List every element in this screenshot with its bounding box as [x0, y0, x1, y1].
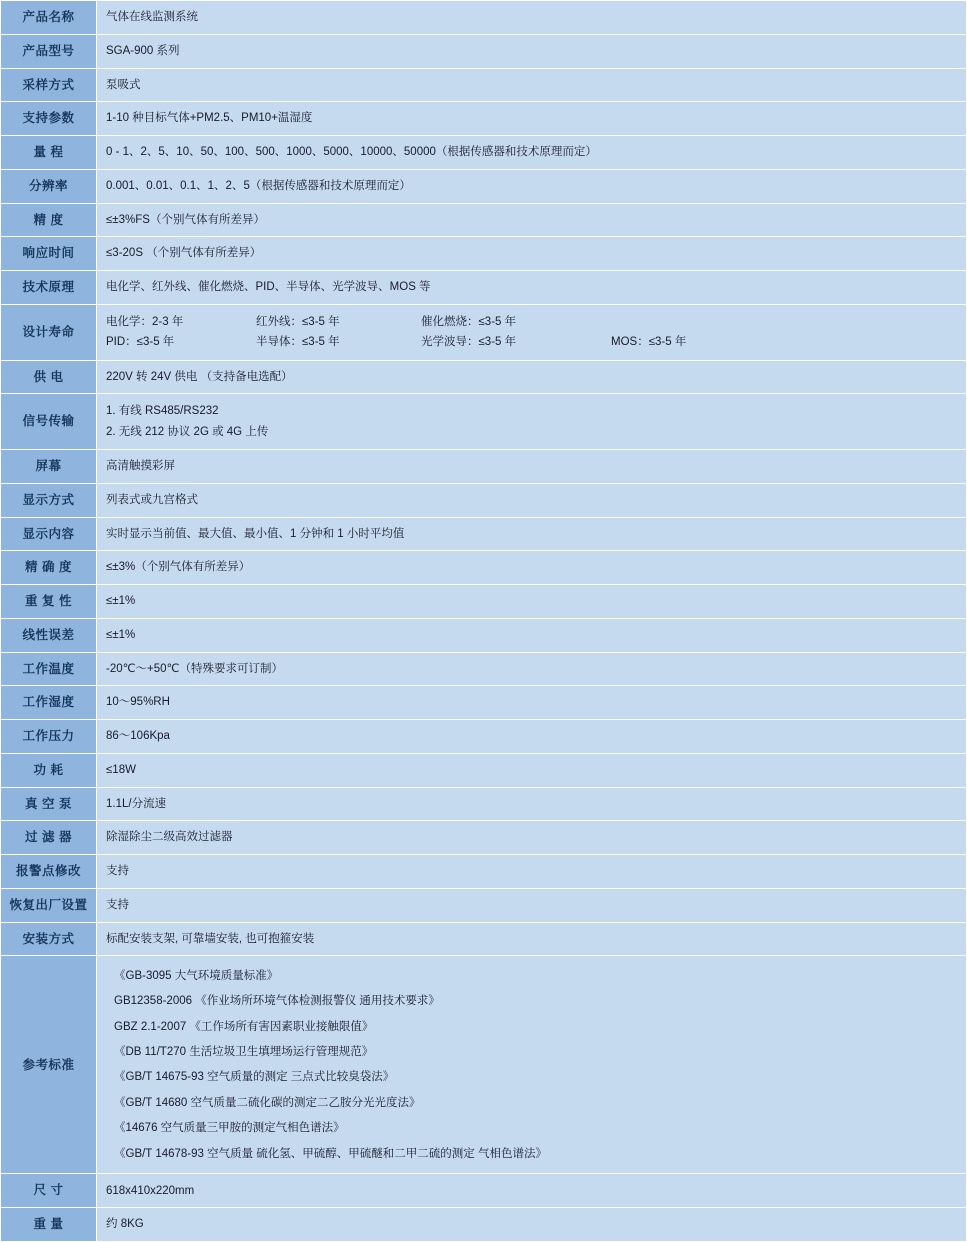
spec-label: 真 空 泵: [1, 787, 97, 821]
spec-label: 工作温度: [1, 652, 97, 686]
spec-value: 支持: [97, 855, 967, 889]
spec-value: 86～106Kpa: [97, 720, 967, 754]
spec-value: SGA-900 系列: [97, 34, 967, 68]
spec-label: 技术原理: [1, 271, 97, 305]
design-life-grid: [106, 312, 957, 353]
spec-label: 重 量: [1, 1208, 97, 1242]
spec-value-standards: [97, 956, 967, 1174]
spec-label: 重 复 性: [1, 585, 97, 619]
spec-label: 工作湿度: [1, 686, 97, 720]
table-row: [1, 821, 967, 855]
standards-list: [106, 963, 957, 1166]
design-life-row: [106, 332, 957, 352]
spec-label: 精 度: [1, 203, 97, 237]
spec-label: 精 确 度: [1, 551, 97, 585]
spec-label: 产品名称: [1, 1, 97, 35]
table-row: [1, 450, 967, 484]
spec-value: 列表式或九宫格式: [97, 483, 967, 517]
design-life-cell: 电化学：2-3 年: [106, 315, 184, 328]
design-life-cell: 催化燃烧：≤3-5 年: [421, 315, 517, 328]
spec-label: 线性误差: [1, 618, 97, 652]
table-row-signal: [1, 394, 967, 450]
spec-label: 功 耗: [1, 753, 97, 787]
spec-value: 气体在线监测系统: [97, 1, 967, 35]
table-row-design-life: [1, 304, 967, 360]
standard-item: 《GB/T 14678-93 空气质量 硫化氢、甲硫醇、甲硫醚和二甲二硫的测定 气相色谱法》: [114, 1147, 548, 1160]
design-life-cell: PID：≤3-5 年: [106, 336, 175, 349]
table-row: [1, 888, 967, 922]
standard-item: 《14676 空气质量三甲胺的测定气相色谱法》: [114, 1122, 345, 1135]
spec-value: ≤18W: [97, 753, 967, 787]
table-row: [1, 483, 967, 517]
spec-label: 参考标准: [1, 956, 97, 1174]
spec-label: 采样方式: [1, 68, 97, 102]
spec-value: 618x410x220mm: [97, 1174, 967, 1208]
table-row: [1, 686, 967, 720]
spec-value: 泵吸式: [97, 68, 967, 102]
standard-item: 《DB 11/T270 生活垃圾卫生填埋场运行管理规范》: [114, 1045, 374, 1058]
design-life-cell: 红外线：≤3-5 年: [256, 315, 340, 328]
table-row: [1, 720, 967, 754]
spec-value: 标配安装支架, 可靠墙安装, 也可抱箍安装: [97, 922, 967, 956]
spec-value: ≤3-20S （个别气体有所差异）: [97, 237, 967, 271]
spec-value: -20℃～+50℃（特殊要求可订制）: [97, 652, 967, 686]
signal-line-list: [106, 401, 957, 442]
spec-label: 尺 寸: [1, 1174, 97, 1208]
table-row: [1, 169, 967, 203]
spec-label: 分辨率: [1, 169, 97, 203]
standard-item: 《GB-3095 大气环境质量标准》: [114, 969, 279, 982]
table-row: [1, 1, 967, 35]
table-row: [1, 652, 967, 686]
spec-value-design-life: [97, 304, 967, 360]
table-row: [1, 585, 967, 619]
table-row: [1, 136, 967, 170]
table-row: [1, 922, 967, 956]
spec-label: 设计寿命: [1, 304, 97, 360]
spec-value: 电化学、红外线、催化燃烧、PID、半导体、光学波导、MOS 等: [97, 271, 967, 305]
table-row: [1, 787, 967, 821]
spec-label: 支持参数: [1, 102, 97, 136]
spec-label: 恢复出厂设置: [1, 888, 97, 922]
spec-value: ≤±1%: [97, 585, 967, 619]
signal-line: 1. 有线 RS485/RS232: [106, 405, 219, 418]
standard-item: 《GB/T 14680 空气质量二硫化碳的测定二乙胺分光光度法》: [114, 1096, 421, 1109]
spec-label: 报警点修改: [1, 855, 97, 889]
design-life-row: [106, 312, 957, 332]
design-life-cell: 半导体：≤3-5 年: [256, 336, 340, 349]
table-row: [1, 237, 967, 271]
table-row: [1, 618, 967, 652]
spec-value: ≤±3%（个别气体有所差异）: [97, 551, 967, 585]
spec-value: ≤±3%FS（个别气体有所差异）: [97, 203, 967, 237]
table-row: [1, 753, 967, 787]
spec-label: 响应时间: [1, 237, 97, 271]
spec-label: 安装方式: [1, 922, 97, 956]
design-life-cell: 光学波导：≤3-5 年: [421, 336, 517, 349]
table-row: [1, 1174, 967, 1208]
spec-label: 工作压力: [1, 720, 97, 754]
spec-label: 屏幕: [1, 450, 97, 484]
design-life-cell: [611, 313, 771, 331]
table-row-standards: [1, 956, 967, 1174]
spec-value: 0.001、0.01、0.1、1、2、5（根据传感器和技术原理而定）: [97, 169, 967, 203]
spec-value: 实时显示当前值、最大值、最小值、1 分钟和 1 小时平均值: [97, 517, 967, 551]
spec-value: 支持: [97, 888, 967, 922]
spec-label: 显示内容: [1, 517, 97, 551]
spec-label: 显示方式: [1, 483, 97, 517]
table-row: [1, 517, 967, 551]
spec-value: 高清触摸彩屏: [97, 450, 967, 484]
table-row: [1, 203, 967, 237]
table-row: [1, 102, 967, 136]
spec-value: 220V 转 24V 供电 （支持备电选配）: [97, 360, 967, 394]
table-row: [1, 551, 967, 585]
standard-item: GBZ 2.1-2007 《工作场所有害因素职业接触限值》: [114, 1020, 374, 1033]
spec-value: 1.1L/分流速: [97, 787, 967, 821]
spec-value: 除湿除尘二级高效过滤器: [97, 821, 967, 855]
spec-value: 10～95%RH: [97, 686, 967, 720]
spec-label: 过 滤 器: [1, 821, 97, 855]
table-row: [1, 1208, 967, 1242]
standard-item: GB12358-2006 《作业场所环境气体检测报警仪 通用技术要求》: [114, 995, 440, 1008]
spec-value-signal: [97, 394, 967, 450]
table-row: [1, 68, 967, 102]
spec-value: 0 - 1、2、5、10、50、100、500、1000、5000、10000、50000（根据传感器和技术原理而定）: [97, 136, 967, 170]
spec-table-body: [1, 1, 967, 1242]
standard-item: 《GB/T 14675-93 空气质量的测定 三点式比较臭袋法》: [114, 1071, 395, 1084]
spec-label: 量 程: [1, 136, 97, 170]
table-row: [1, 34, 967, 68]
table-row: [1, 855, 967, 889]
spec-value: 1-10 种目标气体+PM2.5、PM10+温湿度: [97, 102, 967, 136]
design-life-cell: MOS：≤3-5 年: [611, 336, 687, 349]
spec-value: ≤±1%: [97, 618, 967, 652]
spec-label: 产品型号: [1, 34, 97, 68]
spec-label: 供 电: [1, 360, 97, 394]
spec-value: 约 8KG: [97, 1208, 967, 1242]
signal-line: 2. 无线 212 协议 2G 或 4G 上传: [106, 425, 269, 438]
table-row-power: [1, 360, 967, 394]
spec-label: 信号传输: [1, 394, 97, 450]
table-row: [1, 271, 967, 305]
